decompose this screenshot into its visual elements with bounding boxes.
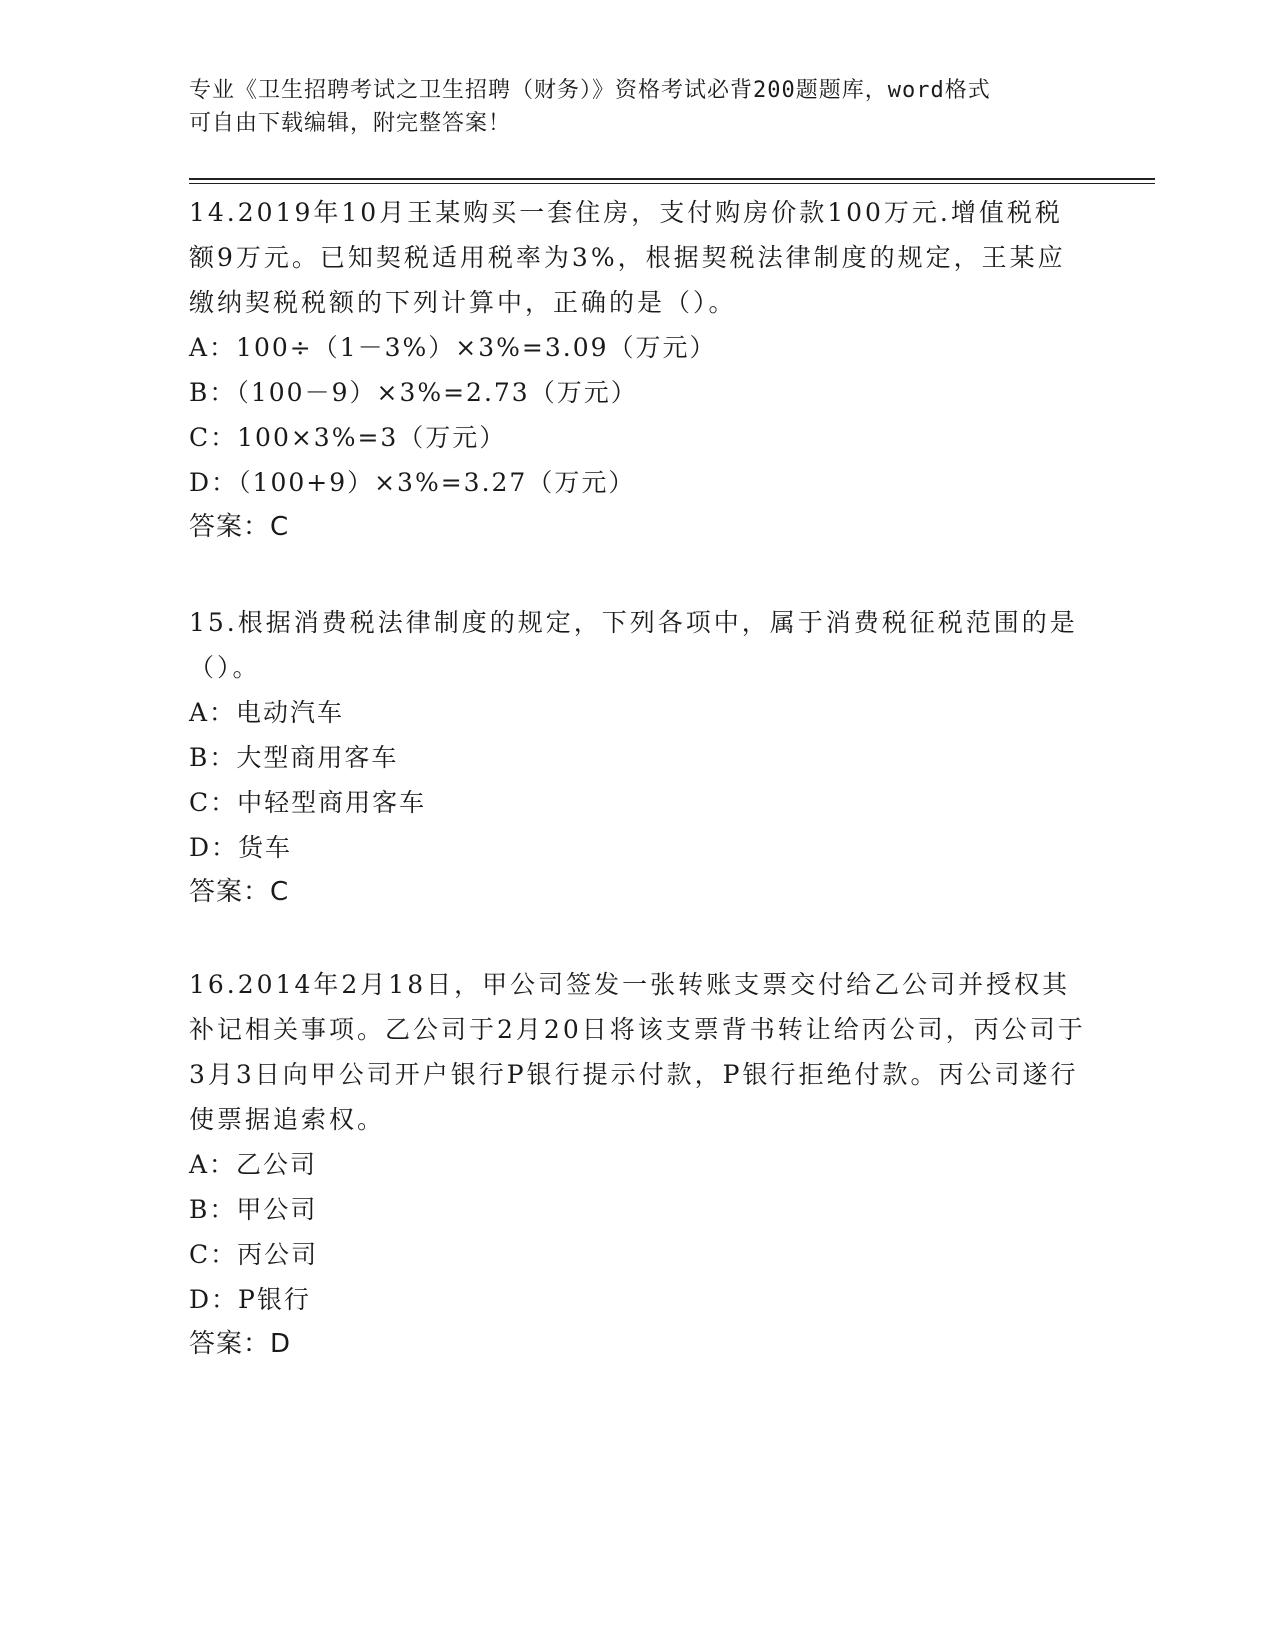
- header-line-2: 可自由下载编辑，附完整答案！: [189, 111, 512, 136]
- header-divider-thin: [189, 183, 1155, 184]
- question-stem: 16.2014年2月18日，甲公司签发一张转账支票交付给乙公司并授权其补记相关事项。乙公司于2月20日将该支票背书转让给丙公司，丙公司于3月3日向甲公司开户银行P银行提示付款，P银行拒绝付款。丙公司遂行使票据追索权。: [189, 970, 1086, 1134]
- answer-label: 答案：D: [189, 1329, 292, 1359]
- question-stem: 14.2019年10月王某购买一套住房，支付购房价款100万元.增值税税额9万元。已知契税适用税率为3%，根据契税法律制度的规定，王某应缴纳契税税额的下列计算中，正确的是（）。: [189, 198, 1066, 317]
- header-divider-thick: [189, 178, 1155, 180]
- question-14: [189, 190, 1089, 550]
- option-b: B：（100－9）×3%=2.73（万元）: [189, 378, 638, 407]
- question-stem: 15.根据消费税法律制度的规定，下列各项中，属于消费税征税范围的是（）。: [189, 608, 1078, 682]
- option-a: A：乙公司: [189, 1150, 318, 1179]
- option-c: C：丙公司: [189, 1240, 319, 1269]
- answer-label: 答案：C: [189, 512, 290, 542]
- option-d: D：货车: [189, 833, 293, 862]
- option-a: A：100÷（1－3%）×3%=3.09（万元）: [189, 333, 717, 362]
- document-header: [189, 74, 1069, 140]
- question-16: [189, 962, 1089, 1367]
- option-a: A：电动汽车: [189, 698, 345, 727]
- option-d: D：（100+9）×3%=3.27（万元）: [189, 468, 636, 497]
- option-c: C：100×3%=3（万元）: [189, 423, 507, 452]
- option-b: B：大型商用客车: [189, 743, 399, 772]
- option-d: D：P银行: [189, 1285, 311, 1314]
- header-line-1: 专业《卫生招聘考试之卫生招聘（财务）》资格考试必背200题题库，word格式: [189, 78, 991, 103]
- option-b: B：甲公司: [189, 1195, 318, 1224]
- answer-label: 答案：C: [189, 877, 290, 907]
- option-c: C：中轻型商用客车: [189, 788, 427, 817]
- question-15: [189, 600, 1089, 915]
